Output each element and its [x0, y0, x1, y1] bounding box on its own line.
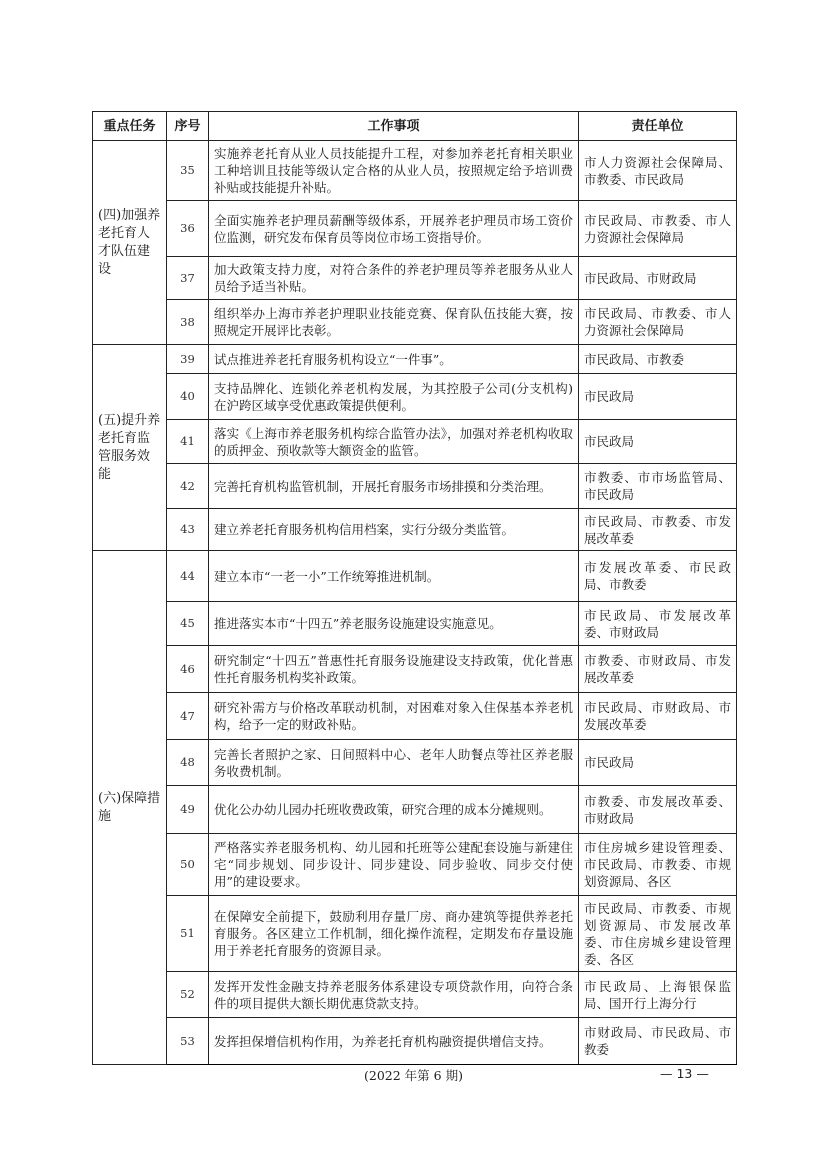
responsible-unit: 市住房城乡建设管理委、市民政局、市教委、市规划资源局、各区: [579, 834, 737, 896]
table-row: [93, 257, 737, 300]
table-row: [93, 1018, 737, 1065]
work-item: 支持品牌化、连锁化养老机构发展，为其控股子公司(分支机构)在沪跨区域享受优惠政策提供便利。: [209, 374, 579, 420]
work-item: 完善长者照护之家、日间照料中心、老年人助餐点等社区养老服务收费机制。: [209, 740, 579, 786]
work-item: 试点推进养老托育服务机构设立“一件事”。: [209, 345, 579, 374]
work-item: 落实《上海市养老服务机构综合监管办法》，加强对养老机构收取的质押金、预收款等大额资金的监管。: [209, 420, 579, 464]
row-number: 53: [167, 1018, 209, 1065]
row-number: 45: [167, 602, 209, 646]
responsible-unit: 市教委、市市场监管局、市民政局: [579, 464, 737, 509]
responsible-unit: 市民政局、上海银保监局、国开行上海分行: [579, 972, 737, 1018]
table-row: [93, 201, 737, 257]
row-number: 43: [167, 509, 209, 551]
table-row: [93, 646, 737, 693]
work-item: 实施养老托育从业人员技能提升工程，对参加养老托育相关职业工种培训且技能等级认定合格的从业人员，按照规定给予培训费补贴或技能提升补贴。: [209, 141, 579, 201]
work-item: 加大政策支持力度，对符合条件的养老护理员等养老服务从业人员给予适当补贴。: [209, 257, 579, 300]
responsible-unit: 市民政局、市发展改革委、市财政局: [579, 602, 737, 646]
responsible-unit: 市民政局、市教委、市人力资源社会保障局: [579, 201, 737, 257]
responsible-unit: 市发展改革委、市民政局、市教委: [579, 551, 737, 602]
work-item: 全面实施养老护理员薪酬等级体系，开展养老护理员市场工资价位监测，研究发布保育员等岗位市场工资指导价。: [209, 201, 579, 257]
responsible-unit: 市民政局、市教委: [579, 345, 737, 374]
header-responsible-unit: 责任单位: [579, 112, 737, 141]
responsible-unit: 市民政局、市教委、市发展改革委: [579, 509, 737, 551]
table-row: [93, 374, 737, 420]
table-row: [93, 602, 737, 646]
row-number: 41: [167, 420, 209, 464]
work-item: 完善托育机构监管机制，开展托育服务市场排摸和分类治理。: [209, 464, 579, 509]
row-number: 49: [167, 786, 209, 834]
table-header: [93, 112, 737, 141]
row-number: 42: [167, 464, 209, 509]
responsible-unit: 市民政局、市教委、市规划资源局、市发展改革委、市住房城乡建设管理委、各区: [579, 896, 737, 972]
issue-label: (2022 年第 6 期): [364, 1068, 463, 1083]
table-row: [93, 834, 737, 896]
responsible-unit: 市财政局、市民政局、市教委: [579, 1018, 737, 1065]
work-item: 推进落实本市“十四五”养老服务设施建设实施意见。: [209, 602, 579, 646]
responsible-unit: 市民政局: [579, 740, 737, 786]
work-item: 发挥开发性金融支持养老服务体系建设专项贷款作用，向符合条件的项目提供大额长期优惠贷款支持。: [209, 972, 579, 1018]
responsible-unit: 市民政局、市财政局: [579, 257, 737, 300]
row-number: 50: [167, 834, 209, 896]
work-item: 研究补需方与价格改革联动机制，对困难对象入住保基本养老机构，给予一定的财政补贴。: [209, 693, 579, 740]
task-table: [92, 111, 737, 1065]
row-number: 35: [167, 141, 209, 201]
table-row: [93, 300, 737, 345]
task-group-cell: (四)加强养老托育人才队伍建设: [93, 141, 167, 345]
work-item: 组织举办上海市养老护理职业技能竞赛、保育队伍技能大赛，按照规定开展评比表彰。: [209, 300, 579, 345]
work-item: 在保障安全前提下，鼓励利用存量厂房、商办建筑等提供养老托育服务。各区建立工作机制，细化操作流程，定期发布存量设施用于养老托育服务的资源目录。: [209, 896, 579, 972]
row-number: 51: [167, 896, 209, 972]
table-row: [93, 740, 737, 786]
row-number: 40: [167, 374, 209, 420]
work-item: 建立养老托育服务机构信用档案，实行分级分类监管。: [209, 509, 579, 551]
responsible-unit: 市民政局、市财政局、市发展改革委: [579, 693, 737, 740]
responsible-unit: 市民政局: [579, 374, 737, 420]
table-row: [93, 551, 737, 602]
table-row: [93, 420, 737, 464]
table-row: [93, 345, 737, 374]
row-number: 39: [167, 345, 209, 374]
table-row: [93, 786, 737, 834]
work-item: 优化公办幼儿园办托班收费政策，研究合理的成本分摊规则。: [209, 786, 579, 834]
responsible-unit: 市民政局: [579, 420, 737, 464]
table-body: [93, 141, 737, 1065]
responsible-unit: 市民政局、市教委、市人力资源社会保障局: [579, 300, 737, 345]
row-number: 38: [167, 300, 209, 345]
table-row: [93, 509, 737, 551]
task-group-cell: (六)保障措施: [93, 551, 167, 1065]
row-number: 52: [167, 972, 209, 1018]
work-item: 研究制定“十四五”普惠性托育服务设施建设支持政策，优化普惠性托育服务机构奖补政策。: [209, 646, 579, 693]
row-number: 44: [167, 551, 209, 602]
page-number: — 13 —: [660, 1066, 709, 1081]
header-number: 序号: [167, 112, 209, 141]
row-number: 46: [167, 646, 209, 693]
table-row: [93, 141, 737, 201]
work-item: 严格落实养老服务机构、幼儿园和托班等公建配套设施与新建住宅“同步规划、同步设计、同步建设、同步验收、同步交付使用”的建设要求。: [209, 834, 579, 896]
row-number: 47: [167, 693, 209, 740]
header-task: 重点任务: [93, 112, 167, 141]
row-number: 36: [167, 201, 209, 257]
responsible-unit: 市人力资源社会保障局、市教委、市民政局: [579, 141, 737, 201]
work-item: 发挥担保增信机构作用，为养老托育机构融资提供增信支持。: [209, 1018, 579, 1065]
responsible-unit: 市教委、市财政局、市发展改革委: [579, 646, 737, 693]
responsible-unit: 市教委、市发展改革委、市财政局: [579, 786, 737, 834]
table-row: [93, 972, 737, 1018]
row-number: 37: [167, 257, 209, 300]
header-work-item: 工作事项: [209, 112, 579, 141]
table-row: [93, 693, 737, 740]
work-item: 建立本市“一老一小”工作统筹推进机制。: [209, 551, 579, 602]
task-group-cell: (五)提升养老托育监管服务效能: [93, 345, 167, 551]
table-row: [93, 464, 737, 509]
row-number: 48: [167, 740, 209, 786]
table-row: [93, 896, 737, 972]
